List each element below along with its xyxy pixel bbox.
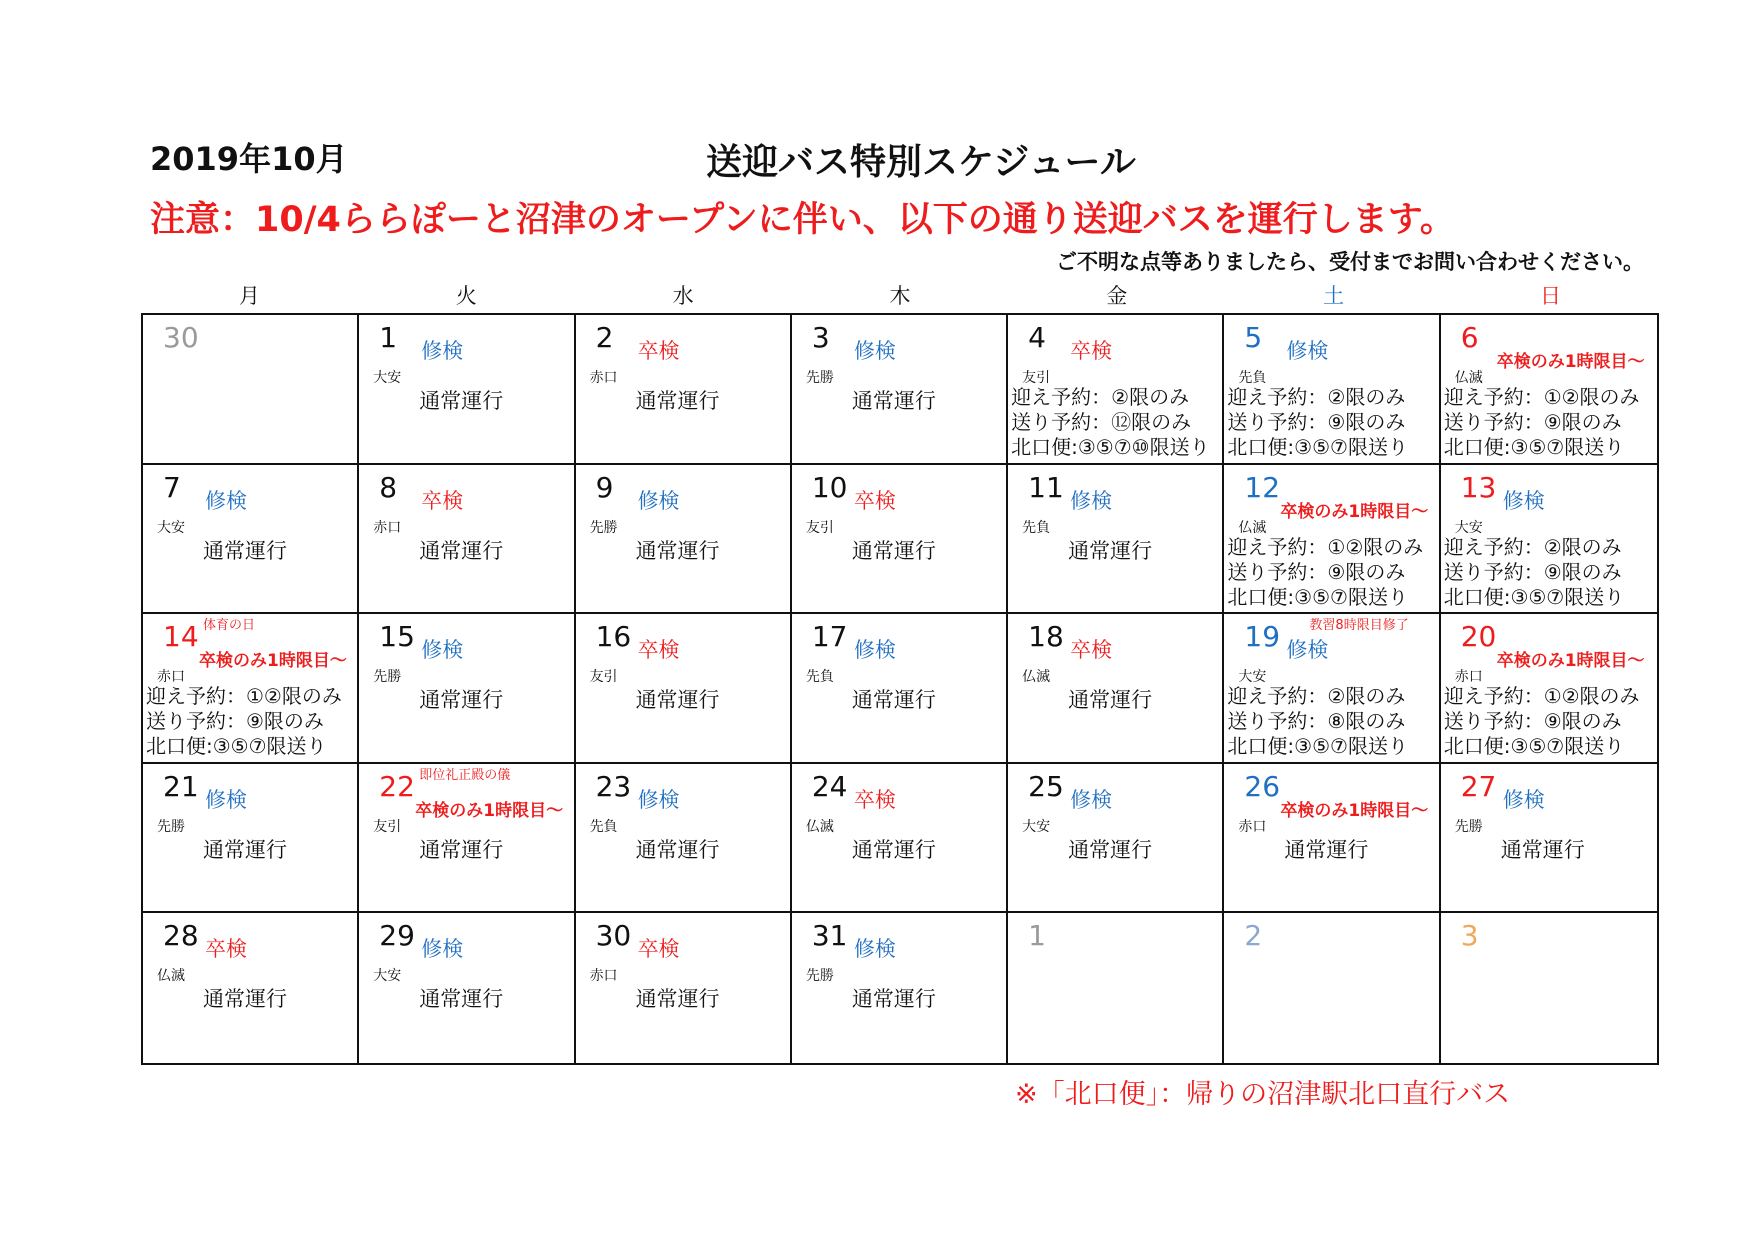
bus-schedule-lines [1011,385,1209,460]
rokuyo-label: 友引 [805,519,834,536]
exam-type: 卒検 [421,488,464,513]
day-cell [1441,315,1657,465]
rokuyo-label: 大安 [373,968,402,985]
exam-type: 卒検 [1070,638,1113,663]
exam-type: 修検 [1070,787,1113,812]
day-number: 11 [1028,470,1064,504]
day-number: 4 [1028,321,1046,354]
rokuyo-label: 大安 [1454,519,1483,536]
bus-schedule-line: 北口便:③⑤⑦⑩限送り [1011,435,1210,459]
service-status: 通常運行 [419,538,504,563]
day-cell [143,764,359,914]
exam-type: 卒検 [1070,339,1113,363]
rokuyo-label: 大安 [1238,669,1267,686]
day-cell [1224,913,1440,1063]
rokuyo-label: 大安 [1022,818,1051,835]
rokuyo-label: 仏滅 [805,818,834,835]
day-cell [576,913,792,1063]
weekday-thu: 木 [889,284,911,308]
rokuyo-label: 先勝 [805,370,834,386]
day-number: 10 [811,470,848,504]
exam-type: 修検 [1286,638,1329,663]
rokuyo-label: 先負 [1238,370,1267,386]
day-number: 27 [1460,769,1497,803]
exam-type: 卒検 [637,937,680,962]
rokuyo-label: 先勝 [157,818,185,835]
day-cell [143,315,359,465]
day-cell [1441,614,1657,764]
day-number: 25 [1028,769,1064,803]
rokuyo-label: 赤口 [589,370,618,386]
rokuyo-label: 先勝 [1454,818,1483,835]
day-number: 20 [1460,620,1497,654]
exam-type: 修検 [421,937,464,962]
bus-schedule-line: 迎え予約：①②限のみ [146,684,342,709]
holiday-label: 即位礼正殿の儀 [419,767,511,783]
day-cell [576,614,792,764]
footnote: ※「北口便」：帰りの沼津駅北口直行バス [1015,1079,1511,1110]
day-cell [1008,315,1224,465]
day-number: 8 [379,470,398,504]
day-number: 18 [1028,620,1064,654]
day-cell [576,465,792,615]
rokuyo-label: 赤口 [1454,669,1483,686]
special-exam-note: 卒検のみ1時限目～ [415,800,564,821]
weekday-sun: 日 [1539,284,1561,308]
rokuyo-label: 先負 [589,818,618,835]
exam-type: 修検 [637,787,680,812]
service-status: 通常運行 [851,389,936,413]
bus-schedule-line: 北口便:③⑤⑦限送り [1443,584,1625,609]
exam-type: 修検 [1070,488,1113,513]
rokuyo-label: 仏滅 [1238,519,1267,536]
day-cell [792,465,1008,615]
service-status: 通常運行 [419,389,504,413]
bus-schedule-line: 迎え予約：②限のみ [1227,684,1406,709]
bus-schedule-lines [1444,535,1625,610]
day-cell [1224,465,1440,615]
bus-schedule-line: 送り予約：⑨限のみ [1443,709,1622,734]
holiday-label: 体育の日 [203,618,256,634]
service-status: 通常運行 [635,688,720,713]
special-exam-note: 卒検のみ1時限目～ [1496,352,1645,372]
bus-schedule-line: 迎え予約：②限のみ [1011,385,1190,409]
day-cell [359,913,575,1063]
bus-schedule-line: 迎え予約：②限のみ [1443,534,1622,559]
day-number: 23 [595,769,632,803]
exam-type: 修検 [1286,339,1329,363]
weekday-header [141,280,1659,312]
bus-schedule-line: 北口便:③⑤⑦限送り [1227,584,1408,609]
service-status: 通常運行 [419,987,504,1012]
service-status: 通常運行 [851,987,936,1012]
day-cell [359,614,575,764]
day-cell [1008,764,1224,914]
rokuyo-label: 赤口 [589,968,618,985]
rokuyo-label: 先勝 [373,669,402,686]
bus-schedule-line: 送り予約：⑫限のみ [1011,410,1192,434]
day-cell [143,465,359,615]
day-cell [1224,764,1440,914]
day-cell [143,614,359,764]
service-status: 通常運行 [851,688,936,713]
special-exam-note: 卒検のみ1時限目～ [1280,800,1429,821]
day-cell [1008,913,1224,1063]
service-status: 通常運行 [851,837,936,862]
service-status: 通常運行 [635,538,720,563]
day-cell [359,315,575,465]
day-number: 3 [1460,919,1479,953]
day-number: 2 [595,321,614,354]
exam-type: 修検 [853,937,896,962]
bus-schedule-line: 迎え予約：①②限のみ [1443,385,1640,409]
page-title: 送迎バス特別スケジュール [706,142,1136,183]
rokuyo-label: 仏滅 [157,968,185,985]
service-status: 通常運行 [203,987,287,1012]
service-status: 通常運行 [203,837,287,862]
service-status: 通常運行 [1068,688,1153,713]
rokuyo-label: 先負 [1022,519,1051,536]
day-cell [1441,764,1657,914]
rokuyo-label: 友引 [373,818,402,835]
day-cell [792,315,1008,465]
day-cell [1441,913,1657,1063]
day-number: 2 [1244,919,1263,953]
service-status: 通常運行 [419,837,504,862]
day-cell [359,465,575,615]
day-number: 29 [379,919,415,953]
exam-type: 卒検 [637,638,680,663]
service-status: 通常運行 [635,837,720,862]
weekday-wed: 水 [672,284,694,308]
bus-schedule-line: 北口便:③⑤⑦限送り [1443,734,1625,759]
day-cell [792,913,1008,1063]
day-number: 19 [1244,620,1281,654]
exam-type: 卒検 [853,488,896,513]
service-status: 通常運行 [635,987,720,1012]
bus-schedule-line: 送り予約：⑨限のみ [1227,559,1406,584]
exam-type: 修検 [1502,488,1545,513]
calendar-grid [141,313,1659,1065]
service-status: 通常運行 [1284,837,1369,862]
exam-type: 修検 [421,339,464,363]
day-cell [576,764,792,914]
service-status: 通常運行 [851,538,936,563]
special-exam-note: 卒検のみ1時限目～ [1496,651,1645,672]
day-number: 22 [379,769,415,803]
rokuyo-label: 赤口 [373,519,402,536]
bus-schedule-lines [146,684,342,759]
day-number: 9 [595,470,614,504]
day-cell [359,764,575,914]
exam-type: 卒検 [205,937,247,962]
day-cell [1441,465,1657,615]
bus-schedule-lines [1227,535,1423,610]
rokuyo-label: 先負 [805,669,834,686]
day-cell [792,614,1008,764]
exam-type: 修検 [205,787,247,812]
service-status: 通常運行 [1068,538,1153,563]
service-status: 通常運行 [419,688,504,713]
day-number: 15 [379,620,415,654]
notice-banner: 注意：10/4ららぽーと沼津のオープンに伴い、以下の通り送迎バスを運行します。 [150,200,1455,240]
bus-schedule-lines [1227,684,1408,759]
special-exam-note: 卒検のみ1時限目～ [1280,501,1429,522]
rokuyo-label: 友引 [589,669,618,686]
bus-schedule-lines [1444,684,1640,759]
service-status: 通常運行 [1068,837,1153,862]
day-cell [143,913,359,1063]
contact-note: ご不明な点等ありましたら、受付までお問い合わせください。 [1056,250,1644,274]
day-cell [1224,315,1440,465]
day-number: 13 [1460,470,1497,504]
special-exam-note: 卒検のみ1時限目～ [199,651,347,672]
bus-schedule-line: 送り予約：⑨限のみ [146,709,324,734]
day-cell [576,315,792,465]
rokuyo-label: 仏滅 [1454,370,1483,386]
day-number: 1 [1028,919,1046,953]
rokuyo-label: 大安 [157,519,185,536]
rokuyo-label: 先勝 [805,968,834,985]
bus-schedule-line: 迎え予約：①②限のみ [1227,534,1424,559]
bus-schedule-line: 北口便:③⑤⑦限送り [146,734,327,759]
exam-type: 修検 [853,339,896,363]
day-number: 3 [811,321,830,354]
bus-schedule-line: 送り予約：⑨限のみ [1227,410,1406,434]
rokuyo-label: 友引 [1022,370,1051,386]
exam-type: 修検 [1502,787,1545,812]
day-number: 24 [811,769,848,803]
day-number: 30 [163,321,199,354]
day-number: 30 [595,919,632,953]
weekday-mon: 月 [238,284,260,308]
rokuyo-label: 大安 [373,370,402,386]
rokuyo-label: 赤口 [157,669,185,686]
exam-type: 修検 [853,638,896,663]
exam-type: 卒検 [637,339,680,363]
bus-schedule-line: 送り予約：⑧限のみ [1227,709,1406,734]
day-number: 14 [163,620,199,654]
day-cell [1008,465,1224,615]
rokuyo-label: 仏滅 [1022,669,1051,686]
bus-schedule-line: 送り予約：⑨限のみ [1443,410,1622,434]
exam-type: 修検 [421,638,464,663]
bus-schedule-line: 送り予約：⑨限のみ [1443,559,1622,584]
day-number: 1 [379,321,398,354]
day-number: 17 [811,620,848,654]
day-cell [1008,614,1224,764]
day-number: 31 [811,919,848,953]
weekday-sat: 土 [1323,284,1345,308]
cell-note: 教習8時限目修了 [1309,618,1409,634]
day-cell [792,764,1008,914]
bus-schedule-lines [1444,385,1640,460]
day-cell [1224,614,1440,764]
day-number: 6 [1460,321,1479,354]
day-number: 5 [1244,321,1263,354]
day-number: 26 [1244,769,1281,803]
exam-type: 修検 [637,488,680,513]
month-title: 2019年10月 [150,140,348,178]
day-number: 7 [163,470,181,504]
weekday-fri: 金 [1106,284,1128,308]
day-number: 16 [595,620,632,654]
bus-schedule-line: 北口便:③⑤⑦限送り [1227,734,1408,759]
service-status: 通常運行 [203,538,287,563]
day-number: 12 [1244,470,1281,504]
service-status: 通常運行 [1500,837,1585,862]
exam-type: 修検 [205,488,247,513]
bus-schedule-line: 北口便:③⑤⑦限送り [1443,435,1625,459]
day-number: 21 [163,769,199,803]
rokuyo-label: 赤口 [1238,818,1267,835]
service-status: 通常運行 [635,389,720,413]
bus-schedule-line: 迎え予約：②限のみ [1227,385,1406,409]
weekday-tue: 火 [455,284,477,308]
bus-schedule-lines [1227,385,1408,460]
bus-schedule-line: 迎え予約：①②限のみ [1443,684,1640,709]
exam-type: 卒検 [853,787,896,812]
day-number: 28 [163,919,199,953]
bus-schedule-line: 北口便:③⑤⑦限送り [1227,435,1408,459]
rokuyo-label: 先勝 [589,519,618,536]
